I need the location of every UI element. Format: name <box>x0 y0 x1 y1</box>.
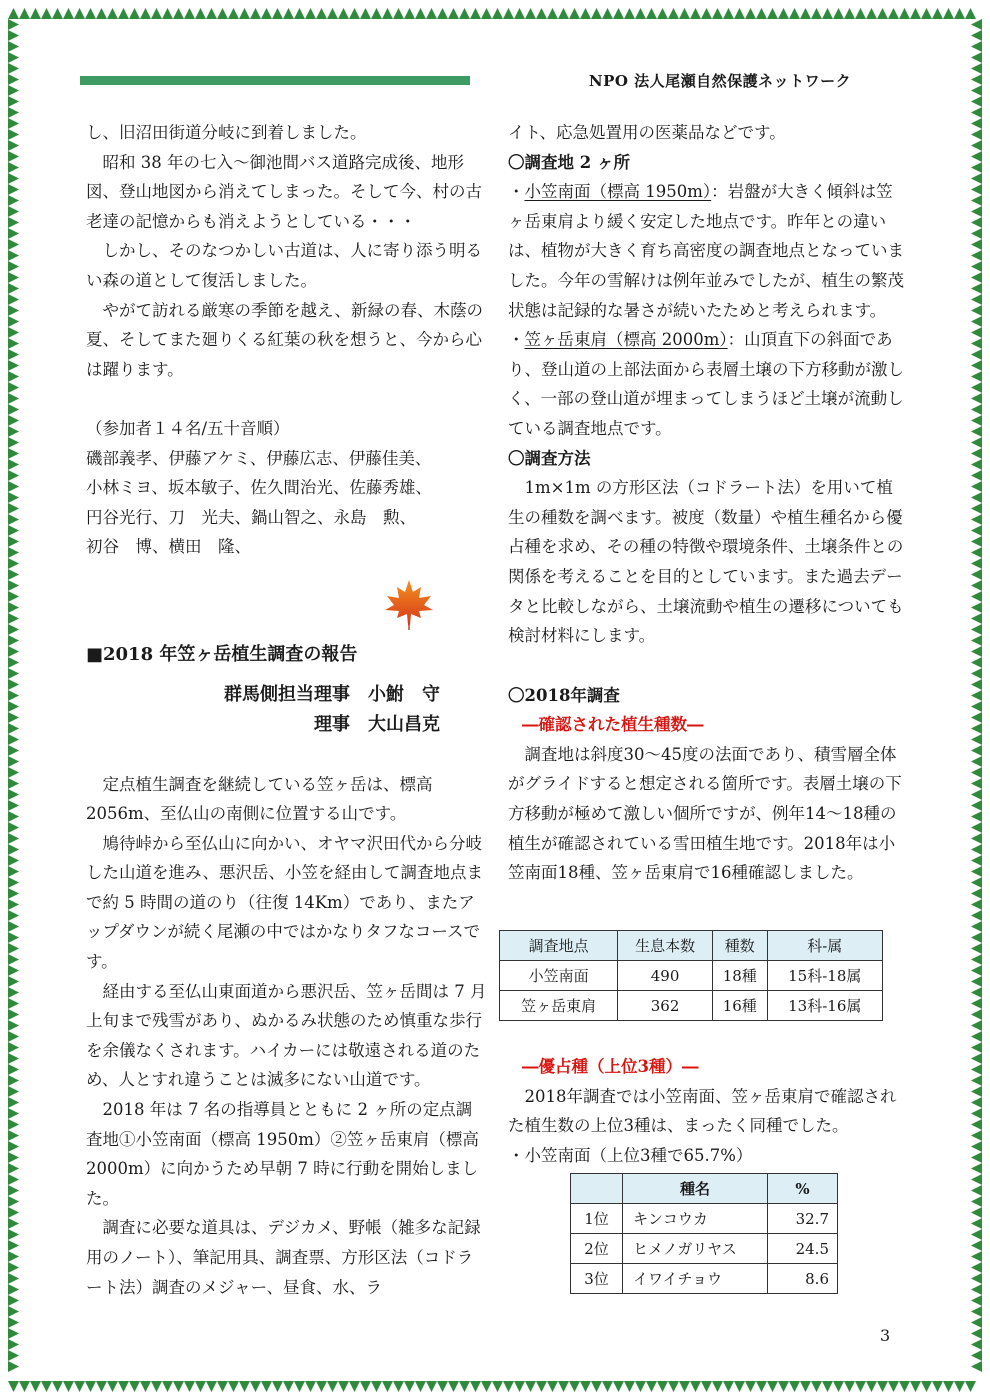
paragraph: 2018年調査では小笠南面、笠ヶ岳東肩で確認された植生数の上位3種は、まったく同種でした。 <box>508 1086 897 1136</box>
table-cell: 18種 <box>713 961 768 991</box>
table-cell: 362 <box>618 991 713 1021</box>
paragraph: し、旧沼田街道分岐に到着しました。 <box>86 123 367 142</box>
table-cell: 8.6 <box>768 1264 838 1294</box>
header-accent-bar <box>80 76 470 85</box>
species-count-table <box>499 930 883 1021</box>
bullet: ・ <box>508 182 525 202</box>
dominant-site-label: ・小笠南面（上位3種で65.7%） <box>508 1145 753 1165</box>
section-heading: 〇調査地 2 ヶ所 <box>508 152 630 172</box>
column-header: 種名 <box>623 1174 768 1204</box>
site-2-paragraph <box>508 325 908 443</box>
table-cell: 16種 <box>713 991 768 1021</box>
table-cell: 2位 <box>571 1234 623 1264</box>
table-cell: キンコウカ <box>623 1204 768 1234</box>
paragraph: 昭和 38 年の七入～御池間バス道路完成後、地形図、登山地図から消えてしまった。そして今、村の古老達の記憶からも消えようとしている・・・ <box>86 152 482 231</box>
table-cell: 1位 <box>571 1204 623 1234</box>
site-1-text: ：岩盤が大きく傾斜は笠ヶ岳東肩より緩く安定した地点です。昨年との違いは、植物が大きく育ち高密度の調査地点となっていました。今年の雪解けは例年並みでしたが、植生の繁茂状態は記録的な暑さが続いたためと考えられます。 <box>508 182 904 320</box>
bullet: ・ <box>508 330 525 350</box>
table-row <box>571 1204 838 1234</box>
dominant-species-table <box>570 1173 838 1294</box>
table-cell: 15科-18属 <box>767 961 882 991</box>
table-row <box>571 1234 838 1264</box>
participants-line: 磯部義孝、伊藤アケミ、伊藤広志、伊藤佳美、 <box>86 448 432 468</box>
site-2-text: ：山頂直下の斜面であり、登山道の上部法面から表層土壌の下方移動が激しく、一部の登山道が埋まってしまうほど土壌が流動している調査地点です。 <box>508 330 904 438</box>
paragraph: 調査地は斜度30～45度の法面であり、積雪層全体がグライドすると想定される箇所です。表層土壌の下方移動が極めて激しい個所ですが、例年14～18種の植生が確認されている雪田植生地です。2018年は小笠南面18種、笠ヶ岳東肩で16種確認しました。 <box>508 744 902 883</box>
report-title: ■2018 年笠ヶ岳植生調査の報告 <box>86 643 358 665</box>
table-cell: 24.5 <box>768 1234 838 1264</box>
table-cell: 490 <box>618 961 713 991</box>
table-cell: 13科-16属 <box>767 991 882 1021</box>
site-1-paragraph <box>508 177 908 325</box>
site-2-name: 笠ヶ岳東肩（標高 2000m） <box>524 330 728 350</box>
column-header: 種数 <box>713 931 768 961</box>
column-header: % <box>768 1174 838 1204</box>
author-2: 理事 大山昌克 <box>314 713 440 735</box>
table-header-row <box>571 1174 838 1204</box>
column-header: 生息本数 <box>618 931 713 961</box>
dominant-subheading: ―優占種（上位3種）― <box>522 1057 699 1076</box>
table-cell: 笠ヶ岳東肩 <box>500 991 618 1021</box>
page-number: 3 <box>880 1326 891 1345</box>
paragraph: 鳩待峠から至仏山に向かい、オヤマ沢田代から分岐した山道を進み、悪沢岳、小笠を経由して調査地点まで約 5 時間の道のり（往復 14Km）であり、またアップダウンが続く尾瀬の中ではかなりタフなコースです。 <box>86 833 483 972</box>
left-column <box>86 118 488 1302</box>
table-cell: イワイチョウ <box>623 1264 768 1294</box>
column-header: 調査地点 <box>500 931 618 961</box>
participants-heading: （参加者１４名/五十音順） <box>86 418 290 438</box>
table-row <box>571 1264 838 1294</box>
site-1-name: 小笠南面（標高 1950m） <box>524 182 712 202</box>
participants-line: 円谷光行、刀 光夫、鍋山智之、永島 勲、 <box>86 507 416 527</box>
section-heading: 〇調査方法 <box>508 448 591 468</box>
paragraph: イト、応急処置用の医薬品などです。 <box>508 123 786 142</box>
participants-line: 小林ミヨ、坂本敏子、佐久間治光、佐藤秀雄、 <box>86 478 432 498</box>
table-cell: 32.7 <box>768 1204 838 1234</box>
paragraph: 経由する至仏山東面道から悪沢岳、笠ヶ岳間は 7 月上旬まで残雪があり、ぬかるみ状態のため慎重な歩行を余儀なくされます。ハイカーには敬遠される道のため、人とすれ違うことは滅多にない山道です。 <box>86 981 487 1090</box>
header-org-name: NPO 法人尾瀬自然保護ネットワーク <box>588 72 852 90</box>
right-column-lower <box>508 1052 908 1170</box>
paragraph: やがて訪れる厳寒の季節を越え、新緑の春、木蔭の夏、そしてまた廻りくる紅葉の秋を想うと、今から心は躍ります。 <box>86 300 483 379</box>
right-column <box>508 118 908 888</box>
table-header-row <box>500 931 883 961</box>
paragraph: 1m×1m の方形区法（コドラート法）を用いて植生の種数を調べます。被度（数量）や植生種名から優占種を求め、その種の特徴や環境条件、土壌条件との関係を考えることを目的としています。また過去データと比較しながら、土壌流動や植生の遷移についても検討材料にします。 <box>508 478 904 646</box>
table-cell: 3位 <box>571 1264 623 1294</box>
author-1: 群馬側担当理事 小鮒 守 <box>224 683 440 705</box>
column-header: 科-属 <box>767 931 882 961</box>
table-cell: 小笠南面 <box>500 961 618 991</box>
paragraph: 調査に必要な道具は、デジカメ、野帳（雑多な記録用のノート）、筆記用具、調査票、方形区法（コドラート法）調査のメジャー、昼食、水、ラ <box>86 1218 481 1297</box>
species-subheading: ―確認された植生種数― <box>522 715 704 735</box>
column-header <box>571 1174 623 1204</box>
maple-leaf-icon <box>383 578 435 630</box>
table-cell: ヒメノガリヤス <box>623 1234 768 1264</box>
section-heading: 〇2018年調査 <box>508 685 620 705</box>
paragraph: しかし、そのなつかしい古道は、人に寄り添う明るい森の道として復活しました。 <box>86 241 482 290</box>
table-row <box>500 991 883 1021</box>
paragraph: 2018 年は 7 名の指導員とともに 2 ヶ所の定点調査地①小笠南面（標高 1950m）②笠ヶ岳東肩（標高 2000m）に向かうため早朝 7 時に行動を開始しました。 <box>86 1100 479 1208</box>
paragraph: 定点植生調査を継続している笠ヶ岳は、標高 2056m、至仏山の南側に位置する山です。 <box>86 774 433 824</box>
table-row <box>500 961 883 991</box>
participants-line: 初谷 博、横田 隆、 <box>86 537 251 557</box>
